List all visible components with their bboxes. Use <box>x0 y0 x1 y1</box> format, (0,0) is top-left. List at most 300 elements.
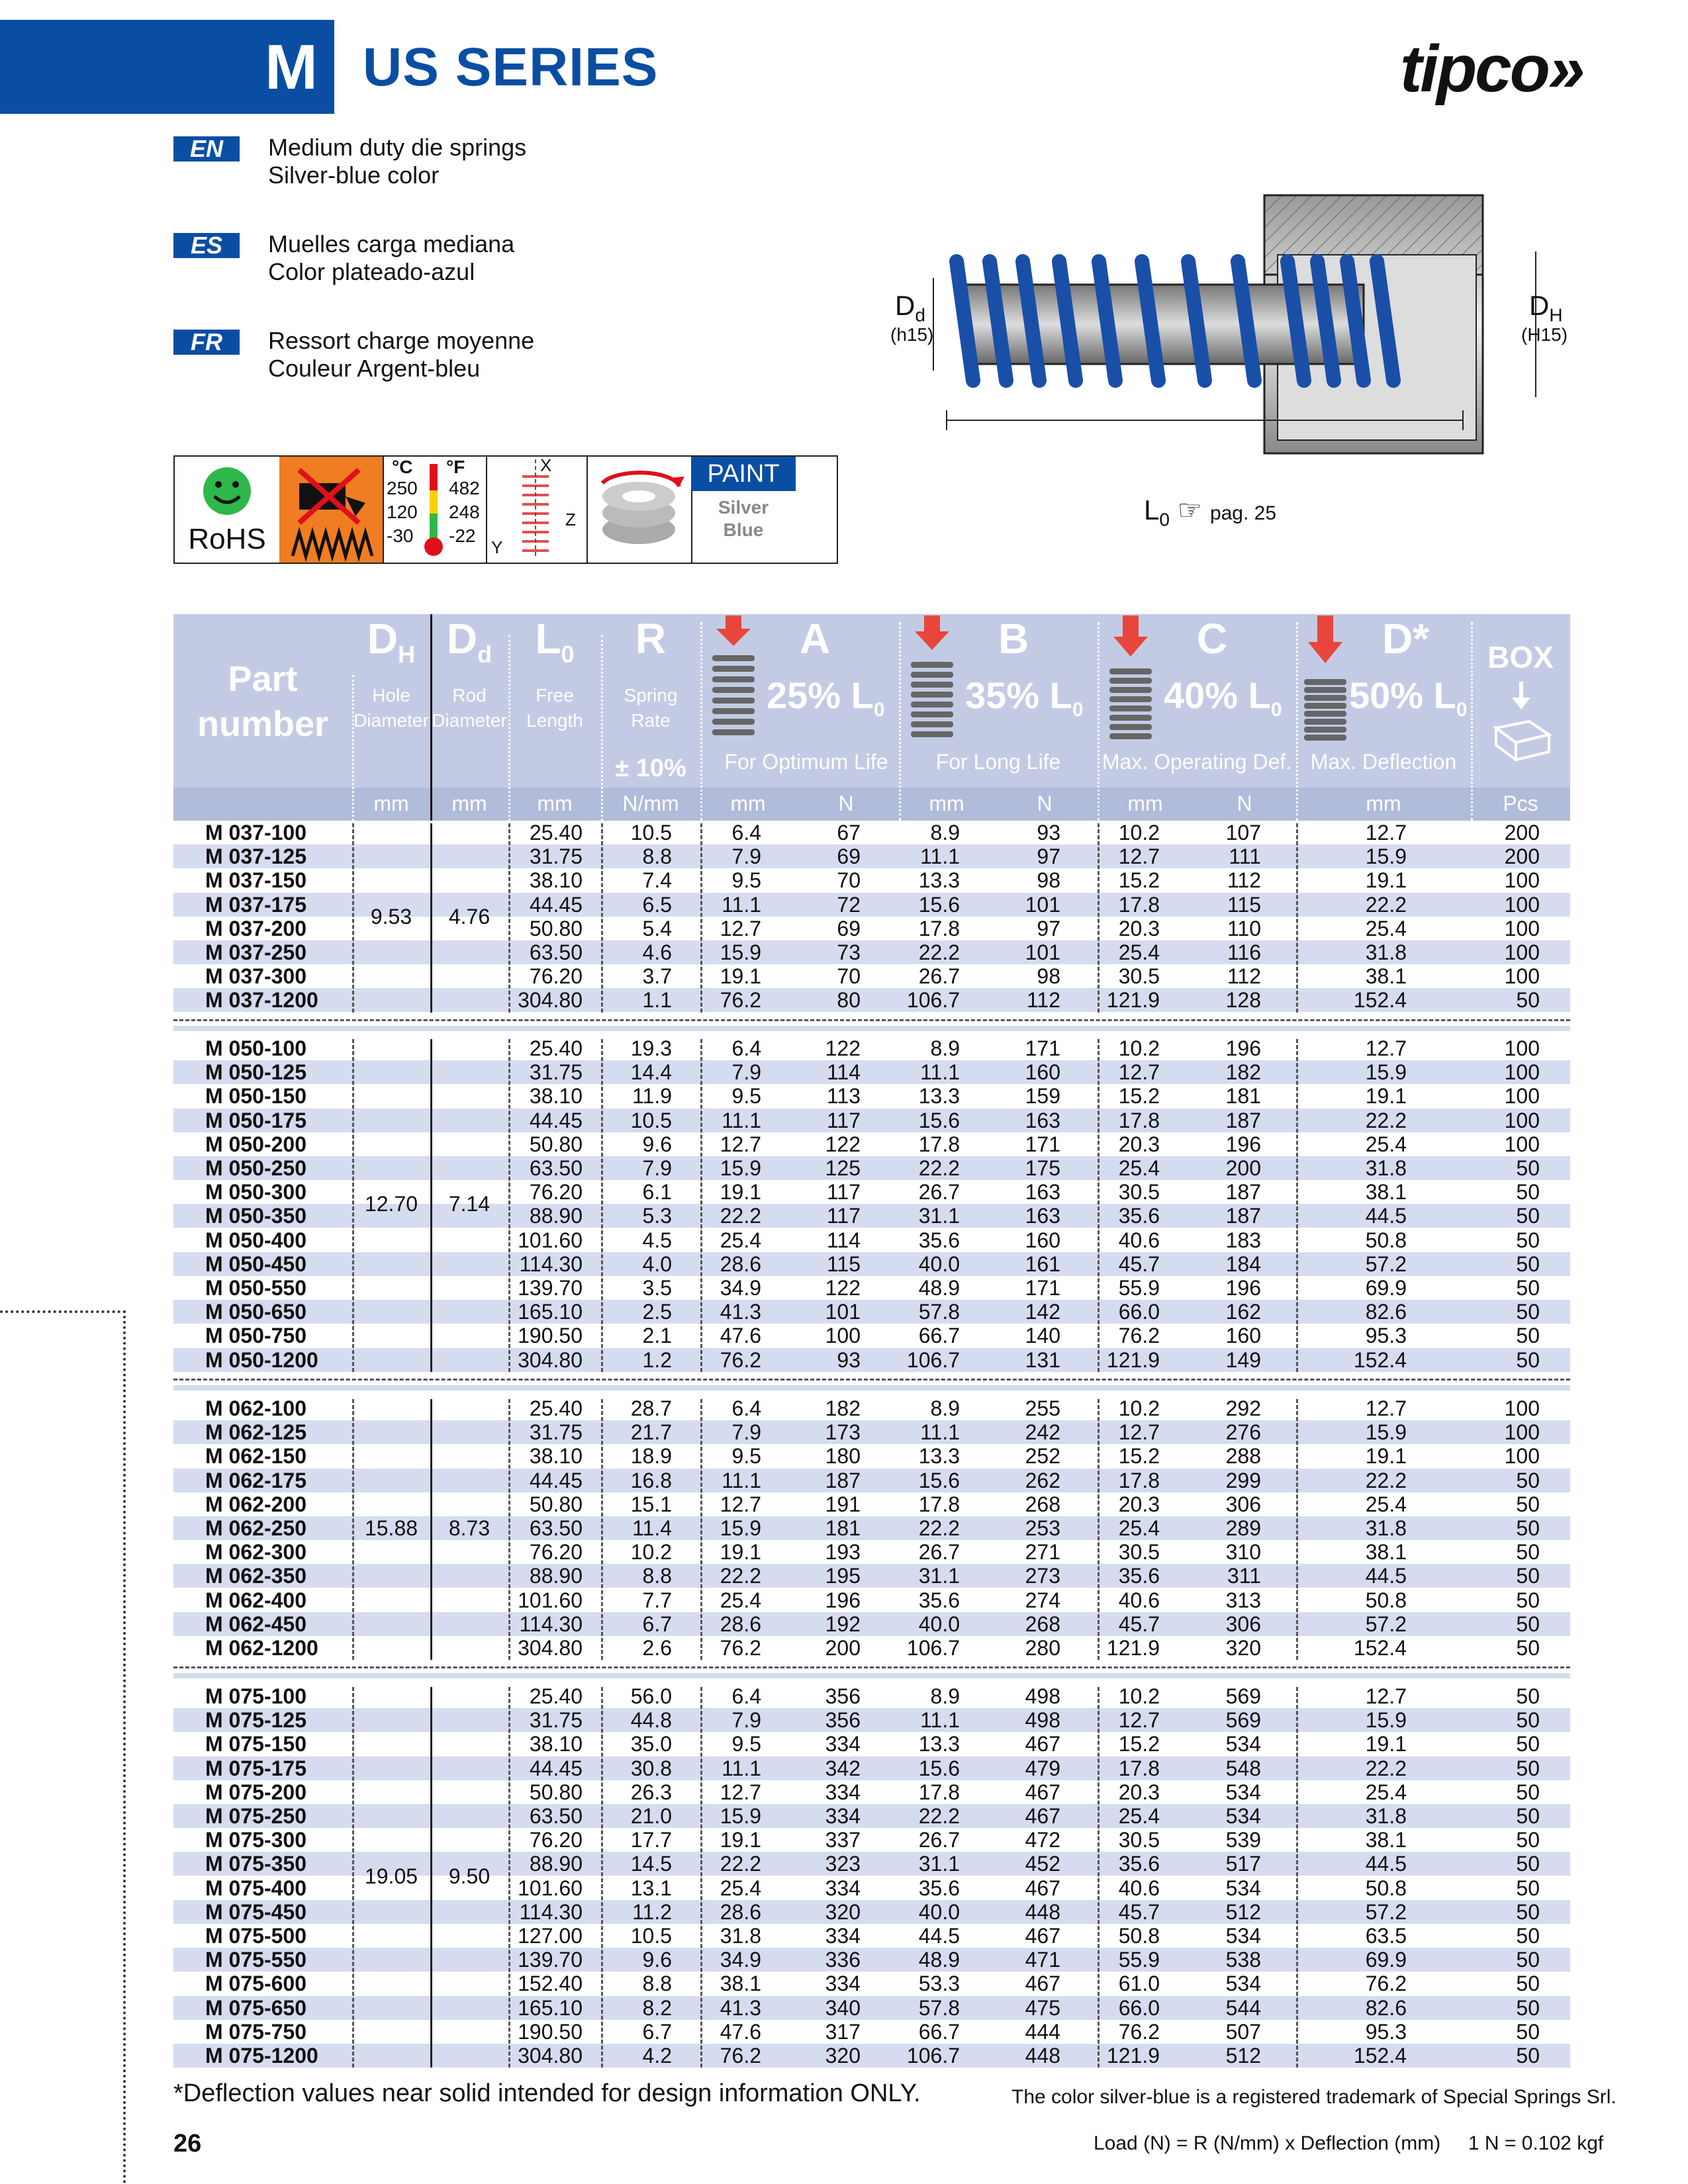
table-row <box>173 1540 1570 1564</box>
table-cell: 15.9 <box>720 1516 761 1540</box>
table-row <box>173 1300 1570 1324</box>
table-cell: 13.3 <box>918 1444 960 1469</box>
table-cell: 106.7 <box>906 1347 960 1372</box>
part-number: M 037-125 <box>205 844 306 869</box>
table-row <box>173 1276 1570 1300</box>
table-cell: 63.50 <box>529 1156 583 1180</box>
part-number: M 050-100 <box>205 1036 306 1060</box>
table-cell: 534 <box>1225 1972 1261 1996</box>
table-cell: 44.5 <box>918 1924 960 1948</box>
table-cell: 114.30 <box>519 1251 583 1276</box>
table-cell: 17.7 <box>630 1828 672 1852</box>
table-cell: 50.8 <box>1118 1924 1160 1948</box>
table-cell: 40.0 <box>918 1612 960 1636</box>
table-cell: 20.3 <box>1118 1132 1160 1156</box>
table-cell: 30.8 <box>630 1756 672 1780</box>
part-number: M 050-400 <box>205 1228 306 1252</box>
table-cell: 160 <box>1225 1324 1261 1348</box>
part-number: M 075-150 <box>205 1732 306 1756</box>
table-cell: 50 <box>1516 1588 1540 1612</box>
table-cell: 50 <box>1516 1636 1540 1660</box>
temperature-cell: °C °F 250 120 -30 482 248 -22 <box>383 457 487 563</box>
part-number: M 062-150 <box>205 1444 306 1469</box>
table-cell: 11.9 <box>632 1084 672 1109</box>
table-cell: 50 <box>1516 1347 1540 1372</box>
table-cell: 19.1 <box>1365 1732 1407 1756</box>
table-cell: 17.8 <box>918 1132 960 1156</box>
table-cell: 101.60 <box>518 1588 583 1612</box>
column-divider <box>352 1039 354 1372</box>
table-cell: 22.2 <box>918 1804 960 1828</box>
table-cell: 544 <box>1225 1995 1261 2020</box>
table-cell: 50 <box>1516 1516 1540 1540</box>
column-divider <box>352 823 354 1013</box>
table-cell: 97 <box>1037 916 1060 940</box>
part-number: M 050-200 <box>205 1132 306 1156</box>
table-cell: 11.1 <box>920 1708 960 1733</box>
table-cell: 61.0 <box>1118 1972 1160 1996</box>
table-cell: 165.10 <box>518 1995 583 2020</box>
table-cell: 8.9 <box>930 821 960 844</box>
lang-text-en: Medium duty die springs Silver-blue color <box>268 134 527 189</box>
table-row <box>173 1324 1570 1347</box>
table-cell: 56.0 <box>630 1684 672 1708</box>
column-divider <box>430 1039 432 1372</box>
table-cell: 97 <box>1037 844 1060 869</box>
table-cell: 9.6 <box>642 1948 672 1972</box>
corrosion-cell <box>279 457 384 563</box>
table-cell: 8.8 <box>642 844 672 869</box>
table-cell: 190.50 <box>518 1324 583 1348</box>
table-cell: 336 <box>825 1948 861 1972</box>
thermometer-icon <box>424 461 444 560</box>
table-cell: 306 <box>1225 1492 1261 1516</box>
table-cell: 76.2 <box>720 1347 761 1372</box>
table-row <box>173 1420 1570 1444</box>
table-cell: 6.5 <box>642 892 672 917</box>
table-cell: 15.2 <box>1118 1444 1160 1469</box>
table-cell: 63.50 <box>529 1516 583 1540</box>
table-cell: 88.90 <box>529 1564 583 1588</box>
table-cell: 317 <box>825 2019 861 2044</box>
column-divider <box>1296 823 1298 1013</box>
column-divider <box>430 823 432 1013</box>
table-cell: 63.5 <box>1365 1924 1407 1948</box>
table-cell: 117 <box>826 1108 861 1132</box>
unit-label: mm <box>730 792 766 815</box>
table-row <box>173 1444 1570 1468</box>
table-cell: 8.8 <box>642 1564 672 1588</box>
rod-diameter-value: 9.50 <box>448 1864 491 1888</box>
lang-badge-en: EN <box>173 136 240 161</box>
table-cell: 181 <box>825 1516 861 1540</box>
table-cell: 30.5 <box>1118 1828 1160 1852</box>
group-separator <box>173 1379 1570 1381</box>
part-number: M 037-200 <box>205 916 306 940</box>
table-row <box>173 964 1570 988</box>
table-cell: 475 <box>1025 1995 1060 2020</box>
table-cell: 127.00 <box>518 1924 583 1948</box>
table-cell: 35.6 <box>1118 1204 1160 1228</box>
table-cell: 192 <box>825 1612 861 1636</box>
table-cell: 139.70 <box>518 1276 583 1300</box>
table-cell: 152.4 <box>1353 988 1407 1013</box>
column-divider <box>601 1399 603 1660</box>
box-header: BOX <box>1487 640 1554 674</box>
column-divider <box>601 1039 603 1372</box>
table-cell: 50 <box>1516 1276 1540 1300</box>
table-cell: 12.7 <box>720 1492 761 1516</box>
table-cell: 534 <box>1225 1804 1261 1828</box>
table-cell: 25.40 <box>529 1396 583 1420</box>
table-cell: 15.1 <box>630 1492 672 1516</box>
rod-diameter-label: $D_d$ <box>895 290 925 326</box>
table-cell: 31.75 <box>529 844 583 869</box>
table-cell: 88.90 <box>529 1852 583 1876</box>
table-cell: 106.7 <box>906 988 960 1013</box>
table-cell: 11.1 <box>722 1756 761 1780</box>
part-number: M 075-200 <box>205 1780 306 1804</box>
unit-label: mm <box>929 792 964 815</box>
table-cell: 196 <box>1225 1132 1261 1156</box>
table-cell: 171 <box>1025 1276 1060 1300</box>
hole-diameter-value: 12.70 <box>364 1192 418 1216</box>
table-cell: 40.6 <box>1118 1876 1160 1900</box>
table-cell: 47.6 <box>720 1324 761 1348</box>
column-divider <box>1296 1039 1298 1372</box>
table-row <box>173 1612 1570 1636</box>
table-cell: 304.80 <box>518 1636 583 1660</box>
table-cell: 95.3 <box>1365 1324 1407 1348</box>
axes-cell: X Y Z <box>486 457 588 563</box>
table-cell: 12.7 <box>720 1780 761 1804</box>
table-cell: 122 <box>825 1036 861 1060</box>
table-cell: 25.4 <box>720 1876 761 1900</box>
table-cell: 311 <box>1227 1564 1261 1588</box>
table-cell: 101 <box>1025 892 1060 917</box>
part-number: M 075-175 <box>205 1756 306 1780</box>
table-cell: 50 <box>1516 1228 1540 1252</box>
table-cell: 534 <box>1225 1780 1261 1804</box>
table-cell: 28.6 <box>720 1612 761 1636</box>
table-row <box>173 1492 1570 1516</box>
table-cell: 13.3 <box>918 1084 960 1109</box>
table-cell: 121.9 <box>1106 1347 1160 1372</box>
table-cell: 252 <box>1025 1444 1060 1469</box>
table-cell: 173 <box>825 1420 861 1445</box>
part-number: M 075-550 <box>205 1948 306 1972</box>
part-number: M 075-1200 <box>205 2044 318 2068</box>
table-cell: 163 <box>1025 1108 1060 1132</box>
pointing-hand-icon: ☞ <box>1177 494 1203 525</box>
lang-badge-es: ES <box>173 233 240 258</box>
table-cell: 98 <box>1037 964 1060 989</box>
table-cell: 66.7 <box>918 1324 960 1348</box>
table-cell: 10.2 <box>1118 821 1160 844</box>
table-cell: 320 <box>825 2044 861 2068</box>
table-cell: 11.1 <box>920 1420 960 1445</box>
table-row <box>173 868 1570 892</box>
table-cell: 115 <box>826 1251 861 1276</box>
table-cell: 334 <box>825 1780 861 1804</box>
trademark-note: The color silver-blue is a registered trademark of Special Springs Srl. <box>1011 2086 1617 2108</box>
table-cell: 160 <box>1025 1228 1060 1252</box>
table-cell: 22.2 <box>918 1156 960 1180</box>
table-row <box>173 1109 1570 1132</box>
table-cell: 38.10 <box>529 868 583 893</box>
table-row <box>173 1348 1570 1372</box>
table-cell: 21.7 <box>630 1420 672 1445</box>
table-cell: 8.9 <box>930 1684 960 1708</box>
part-number: M 075-600 <box>205 1972 306 1996</box>
table-cell: 9.5 <box>731 1444 761 1469</box>
table-cell: 17.8 <box>918 1492 960 1516</box>
page-number: 26 <box>173 2130 202 2158</box>
table-cell: 274 <box>1025 1588 1060 1612</box>
load-formula: Load (N) = R (N/mm) x Deflection (mm) 1 N = 0.102 kgf <box>1094 2132 1604 2154</box>
column-divider <box>508 1039 510 1372</box>
table-cell: 12.7 <box>1118 844 1160 869</box>
table-cell: 31.8 <box>720 1924 761 1948</box>
unit-label: Pcs <box>1503 792 1538 815</box>
table-cell: 45.7 <box>1118 1251 1160 1276</box>
table-cell: 38.10 <box>529 1084 583 1109</box>
table-cell: 40.0 <box>918 1899 960 1924</box>
table-cell: 25.40 <box>529 821 583 844</box>
table-cell: 11.1 <box>920 1060 960 1085</box>
table-cell: 320 <box>1225 1636 1261 1660</box>
table-cell: 471 <box>1025 1948 1060 1972</box>
table-cell: 9.5 <box>731 1084 761 1109</box>
table-cell: 22.2 <box>918 940 960 964</box>
table-cell: 268 <box>1025 1612 1060 1636</box>
table-cell: 8.2 <box>642 1995 672 2020</box>
table-cell: 50 <box>1516 1300 1540 1324</box>
table-cell: 271 <box>1025 1540 1060 1565</box>
part-number: M 050-150 <box>205 1084 306 1109</box>
table-cell: 9.5 <box>731 1732 761 1756</box>
table-row <box>173 1996 1570 2020</box>
table-cell: 11.1 <box>920 844 960 869</box>
table-cell: 35.6 <box>918 1228 960 1252</box>
table-cell: 15.6 <box>918 1468 960 1492</box>
table-cell: 50 <box>1516 1492 1540 1516</box>
table-cell: 63.50 <box>529 1804 583 1828</box>
table-cell: 2.1 <box>642 1324 672 1348</box>
part-number: M 075-350 <box>205 1852 306 1876</box>
table-cell: 100 <box>1504 1396 1540 1420</box>
table-cell: 131 <box>1025 1347 1060 1372</box>
table-cell: 44.45 <box>529 892 583 917</box>
unit-label: mm <box>537 792 573 815</box>
spring-compress-icon <box>707 615 760 748</box>
table-cell: 22.2 <box>1365 892 1407 917</box>
table-cell: 17.8 <box>1118 1468 1160 1492</box>
spring-diagram <box>880 192 1595 536</box>
part-number: M 062-400 <box>205 1588 306 1612</box>
table-cell: 17.8 <box>918 916 960 940</box>
table-cell: 50 <box>1516 1324 1540 1348</box>
free-length-label: $L_0$ ☞ pag. 25 <box>1139 494 1282 530</box>
table-cell: 31.1 <box>918 1564 960 1588</box>
part-number-header: Part number <box>197 659 329 744</box>
table-cell: 25.4 <box>1118 1804 1160 1828</box>
table-cell: 200 <box>825 1636 861 1660</box>
table-cell: 10.5 <box>630 821 672 844</box>
table-row <box>173 940 1570 964</box>
table-cell: 18.9 <box>630 1444 672 1469</box>
table-cell: 15.6 <box>918 1756 960 1780</box>
column-divider <box>601 1687 603 2068</box>
part-number: M 062-250 <box>205 1516 306 1540</box>
part-number: M 050-175 <box>205 1108 306 1132</box>
table-cell: 44.45 <box>529 1108 583 1132</box>
table-cell: 31.1 <box>918 1204 960 1228</box>
r-tolerance: ± 10% <box>615 754 686 782</box>
table-cell: 35.6 <box>1118 1852 1160 1876</box>
table-cell: 444 <box>1025 2019 1060 2044</box>
table-cell: 50.80 <box>529 1132 583 1156</box>
lo-header: $L_0$ <box>535 615 575 668</box>
table-cell: 569 <box>1225 1708 1261 1733</box>
table-row <box>173 1684 1570 1708</box>
table-cell: 14.4 <box>630 1060 672 1085</box>
table-cell: 262 <box>1025 1468 1060 1492</box>
table-cell: 7.9 <box>731 1060 761 1085</box>
table-cell: 100 <box>1504 916 1540 940</box>
table-cell: 171 <box>1025 1036 1060 1060</box>
table-row <box>173 1900 1570 1924</box>
table-cell: 10.5 <box>630 1924 672 1948</box>
table-cell: 3.5 <box>642 1276 672 1300</box>
table-cell: 26.7 <box>918 1828 960 1852</box>
table-row <box>173 1948 1570 1972</box>
table-cell: 7.7 <box>642 1588 672 1612</box>
table-cell: 15.9 <box>720 940 761 964</box>
part-number: M 075-750 <box>205 2019 306 2044</box>
table-cell: 30.5 <box>1118 1540 1160 1565</box>
table-cell: 28.7 <box>630 1396 672 1420</box>
column-divider <box>1098 1687 1100 2068</box>
part-number: M 062-300 <box>205 1540 306 1565</box>
table-cell: 50 <box>1516 1852 1540 1876</box>
table-cell: 38.10 <box>529 1732 583 1756</box>
table-cell: 114 <box>826 1060 861 1085</box>
table-cell: 6.1 <box>642 1180 672 1205</box>
table-cell: 101.60 <box>518 1876 583 1900</box>
table-cell: 35.6 <box>918 1876 960 1900</box>
part-number: M 062-200 <box>205 1492 306 1516</box>
table-cell: 15.6 <box>918 892 960 917</box>
table-cell: 472 <box>1025 1828 1060 1852</box>
table-cell: 25.4 <box>720 1228 761 1252</box>
table-cell: 13.3 <box>918 1732 960 1756</box>
table-cell: 306 <box>1225 1612 1261 1636</box>
table-cell: 479 <box>1025 1756 1060 1780</box>
table-cell: 76.20 <box>529 964 583 989</box>
table-cell: 44.45 <box>529 1756 583 1780</box>
table-cell: 114 <box>826 1228 861 1252</box>
table-cell: 15.9 <box>1365 1420 1407 1445</box>
table-cell: 106.7 <box>906 1636 960 1660</box>
table-cell: 26.3 <box>630 1780 672 1804</box>
part-number: M 037-100 <box>205 821 306 844</box>
table-cell: 25.4 <box>1118 1156 1160 1180</box>
table-cell: 12.7 <box>1365 1396 1407 1420</box>
part-number: M 062-100 <box>205 1396 306 1420</box>
table-cell: 467 <box>1025 1804 1060 1828</box>
table-cell: 8.8 <box>642 1972 672 1996</box>
table-cell: 70 <box>837 868 861 893</box>
table-cell: 100 <box>1504 1444 1540 1469</box>
table-cell: 28.6 <box>720 1251 761 1276</box>
table-cell: 323 <box>825 1852 861 1876</box>
table-cell: 467 <box>1025 1972 1060 1996</box>
table-cell: 187 <box>1225 1108 1261 1132</box>
table-cell: 17.8 <box>1118 1108 1160 1132</box>
lang-text-fr: Ressort charge moyenne Couleur Argent-bleu <box>268 327 535 382</box>
table-cell: 50.80 <box>529 916 583 940</box>
table-cell: 517 <box>1225 1852 1261 1876</box>
part-number: M 062-125 <box>205 1420 306 1445</box>
table-cell: 299 <box>1225 1468 1261 1492</box>
table-cell: 41.3 <box>720 1300 761 1324</box>
table-cell: 31.8 <box>1365 1804 1407 1828</box>
table-cell: 253 <box>1025 1516 1060 1540</box>
smiley-icon <box>175 457 279 529</box>
table-cell: 4.5 <box>642 1228 672 1252</box>
spring-compress-icon <box>906 615 959 748</box>
table-cell: 31.8 <box>1365 1156 1407 1180</box>
table-cell: 35.6 <box>1118 1564 1160 1588</box>
box-icon <box>1489 682 1553 761</box>
table-cell: 44.5 <box>1365 1204 1407 1228</box>
hole-diameter-note: (H15) <box>1521 324 1568 345</box>
table-row <box>173 1732 1570 1756</box>
table-cell: 112 <box>1227 868 1261 893</box>
group-separator-band <box>173 1385 1570 1390</box>
group-separator <box>173 1019 1570 1021</box>
table-cell: 539 <box>1225 1828 1261 1852</box>
table-cell: 19.1 <box>1365 868 1407 893</box>
table-cell: 38.1 <box>1365 964 1407 989</box>
table-cell: 100 <box>1504 940 1540 964</box>
table-cell: 57.8 <box>918 1300 960 1324</box>
table-cell: 342 <box>825 1756 861 1780</box>
part-number: M 050-350 <box>205 1204 306 1228</box>
table-cell: 50 <box>1516 1468 1540 1492</box>
table-cell: 190.50 <box>518 2019 583 2044</box>
table-cell: 304.80 <box>518 1347 583 1372</box>
rod-diameter-value: 8.73 <box>448 1516 491 1541</box>
hole-diameter-label: $D_H$ <box>1529 290 1563 326</box>
part-number: M 075-450 <box>205 1899 306 1924</box>
part-number: M 037-250 <box>205 940 306 964</box>
table-cell: 44.8 <box>630 1708 672 1733</box>
table-row <box>173 1396 1570 1420</box>
table-row <box>173 1924 1570 1948</box>
table-cell: 50 <box>1516 1612 1540 1636</box>
part-number: M 050-550 <box>205 1276 306 1300</box>
part-number: M 050-450 <box>205 1251 306 1276</box>
table-cell: 13.3 <box>918 868 960 893</box>
table-cell: 117 <box>826 1204 861 1228</box>
table-cell: 356 <box>825 1684 861 1708</box>
table-cell: 139.70 <box>518 1948 583 1972</box>
table-cell: 15.6 <box>918 1108 960 1132</box>
table-cell: 117 <box>826 1180 861 1205</box>
table-cell: 304.80 <box>518 988 583 1013</box>
